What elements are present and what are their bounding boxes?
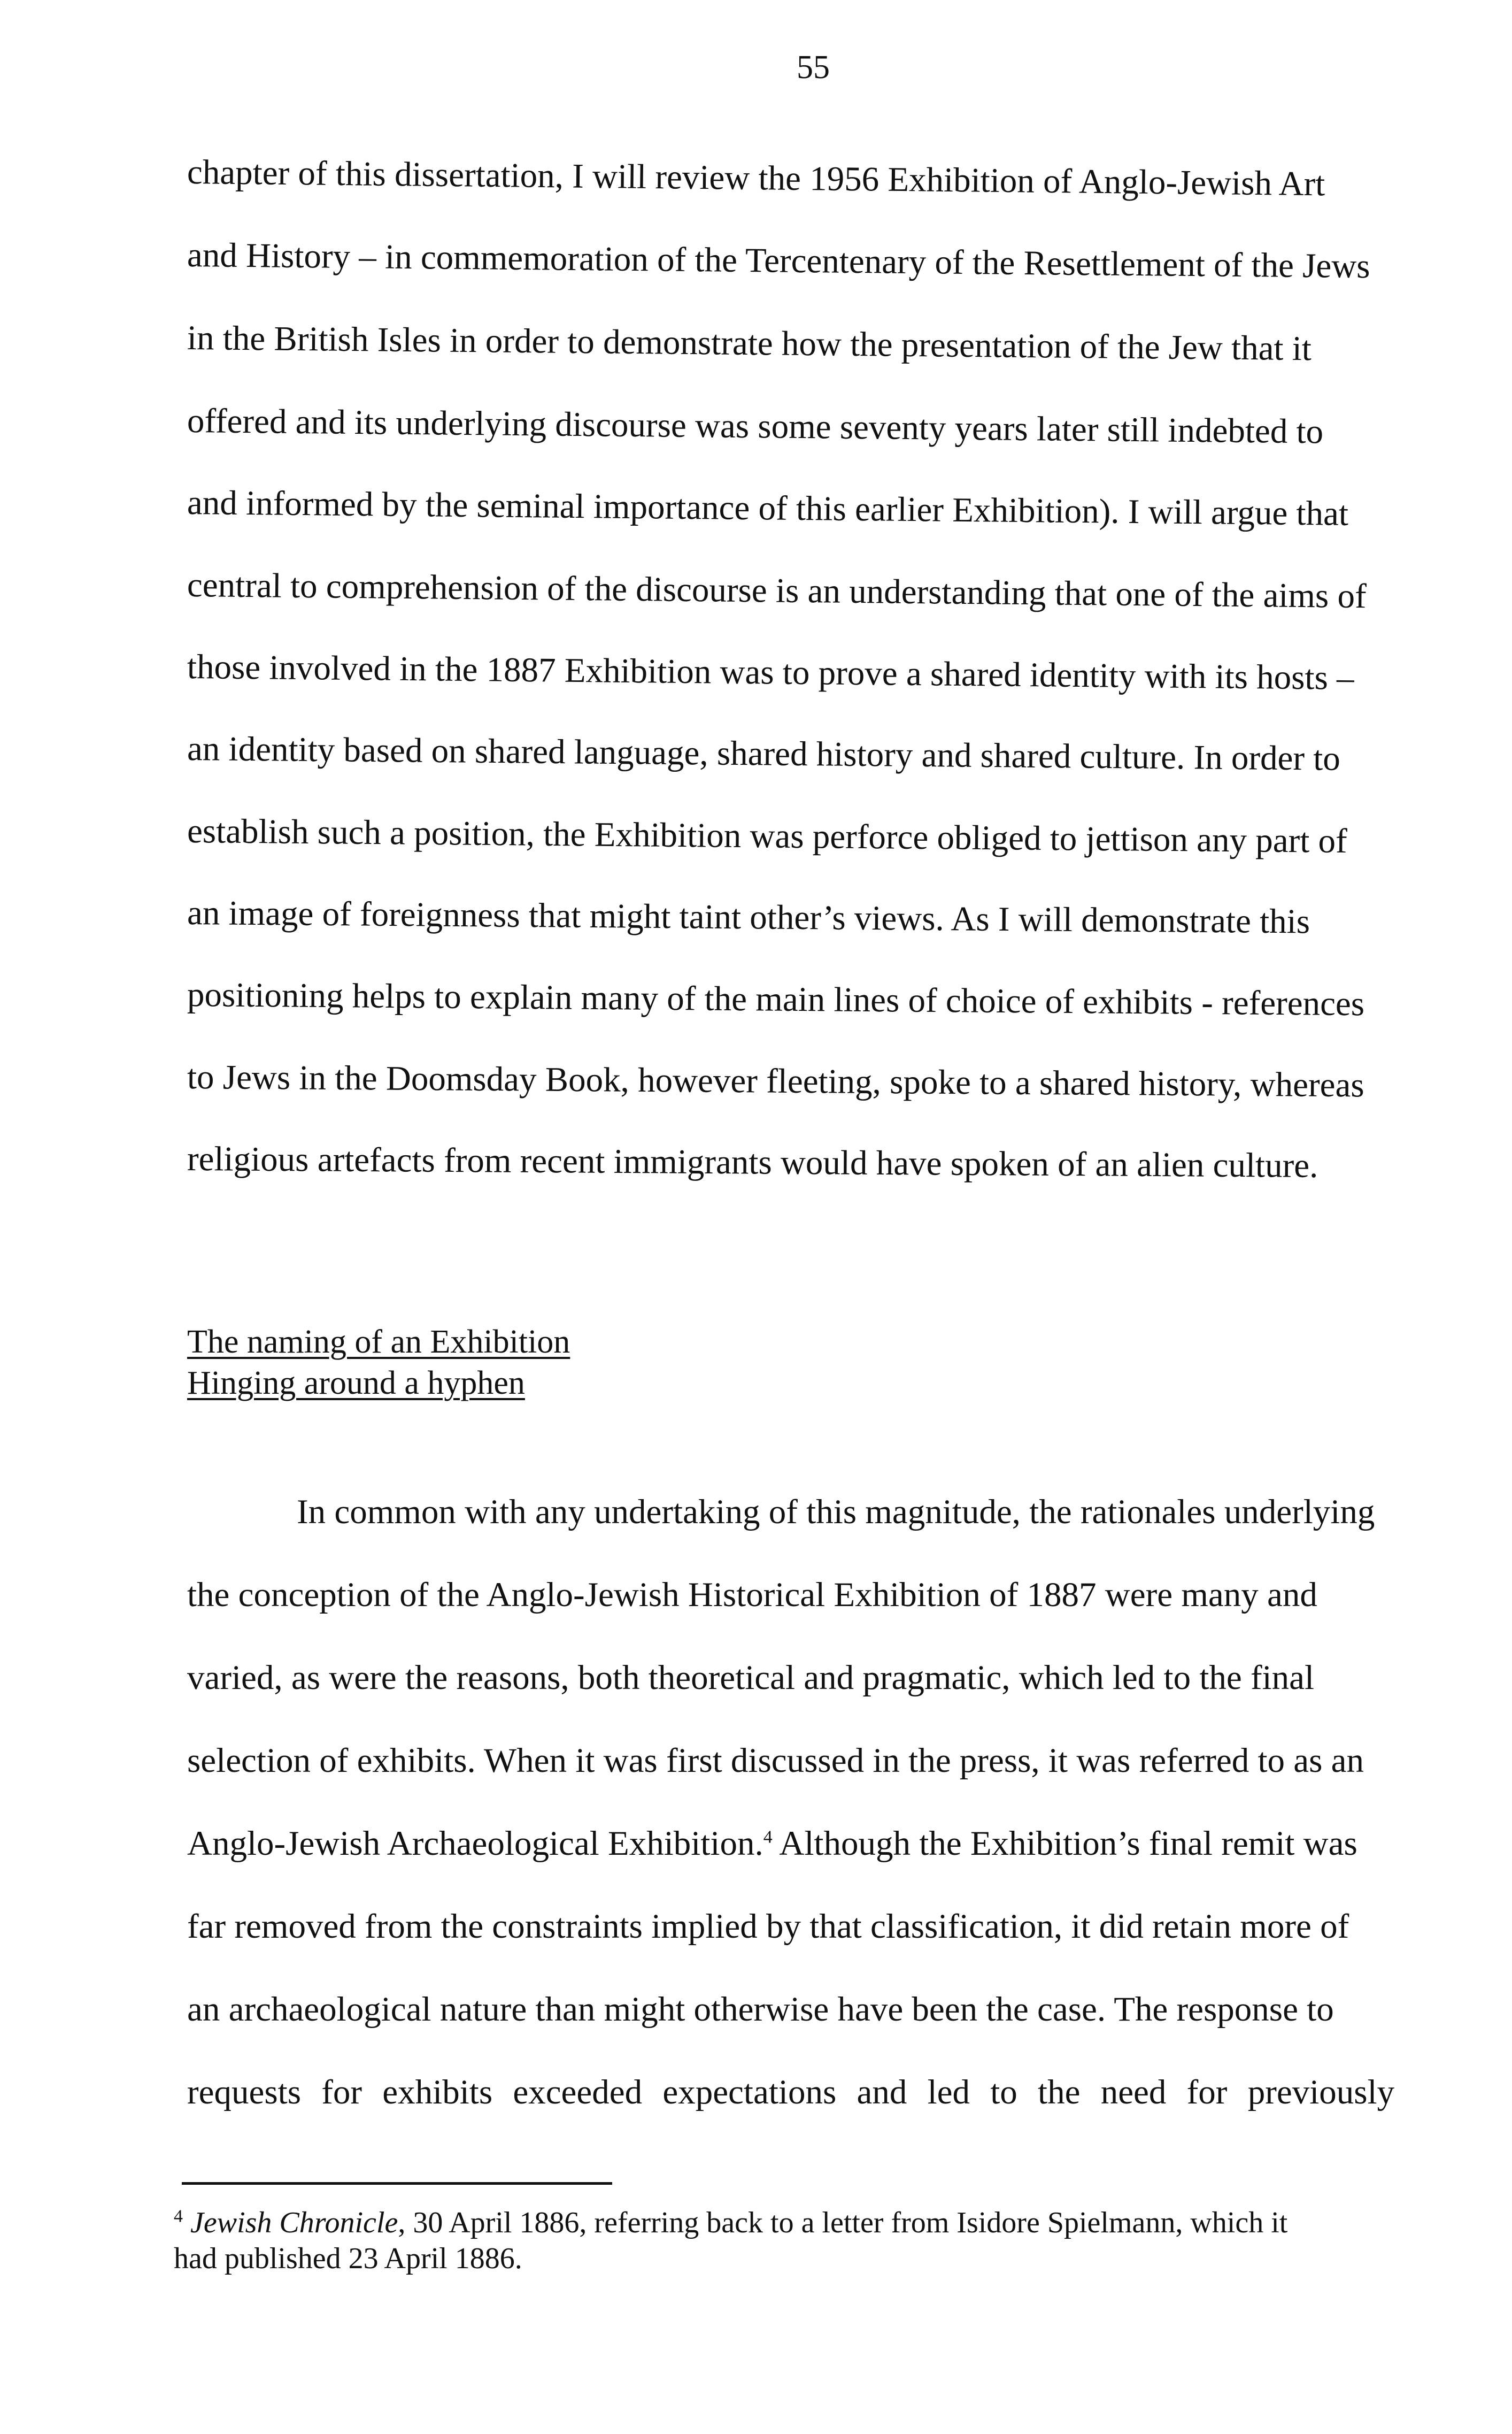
text-line: central to comprehension of the discourse is an understanding that one of the aims of <box>187 566 1367 616</box>
text-line: and History – in commemoration of the Tercentenary of the Resettlement of the Jews <box>187 236 1370 286</box>
text-line: to Jews in the Doomsday Book, however fleeting, spoke to a shared history, whereas <box>187 1058 1364 1105</box>
text-line: and informed by the seminal importance of this earlier Exhibition). I will argue that <box>187 483 1349 533</box>
footnote-divider <box>182 2182 612 2185</box>
text-line: in the British Isles in order to demonstrate how the presentation of the Jew that it <box>187 319 1312 368</box>
text-line: an archaeological nature than might otherwise have been the case. The response to <box>187 1990 1334 2029</box>
footnote-text: , 30 April 1886, referring back to a letter from Isidore Spielmann, which it <box>398 2206 1288 2239</box>
text-line: requests for exhibits exceeded expectations and led to the need for previously <box>187 2073 1395 2111</box>
footnote-source-title: Jewish Chronicle <box>190 2206 398 2239</box>
text-line: varied, as were the reasons, both theoretical and pragmatic, which led to the final <box>187 1659 1315 1697</box>
text-line: positioning helps to explain many of the main lines of choice of exhibits - references <box>187 976 1365 1024</box>
footnote-reference[interactable]: 4 <box>763 1827 773 1847</box>
text-line-content: Anglo-Jewish Archaeological Exhibition. <box>187 1824 763 1863</box>
text-line: offered and its underlying discourse was some seventy years later still indebted to <box>187 402 1324 451</box>
text-line: selection of exhibits. When it was first discussed in the press, it was referred to as an <box>187 1741 1364 1780</box>
text-line: those involved in the 1887 Exhibition was to prove a shared identity with its hosts – <box>187 648 1354 697</box>
text-line: far removed from the constraints implied by that classification, it did retain more of <box>187 1907 1349 1946</box>
text-line <box>187 1578 1428 1613</box>
text-line: In common with any undertaking of this magnitude, the rationales underlying <box>297 1493 1375 1531</box>
text-line: an identity based on shared language, shared history and shared culture. In order to <box>187 730 1341 778</box>
text-line-content: Although the Exhibition’s final remit was <box>772 1824 1357 1863</box>
text-line-content: the conception of the Anglo-Jewish Historical Exhibition of 1887 were many and <box>187 1576 1317 1614</box>
text-line <box>187 1826 1357 1861</box>
text-line: an image of foreignness that might taint other’s views. As I will demonstrate this <box>187 894 1310 941</box>
footnote-number: 4 <box>174 2206 183 2226</box>
footnote-line: had published 23 April 1886. <box>174 2242 522 2275</box>
footnote-line <box>174 2208 1287 2238</box>
subsection-heading: Hinging around a hyphen <box>187 1365 525 1401</box>
text-line: establish such a position, the Exhibition was perforce obliged to jettison any part of <box>187 812 1348 861</box>
text-line: chapter of this dissertation, I will review the 1956 Exhibition of Anglo-Jewish Art <box>187 153 1325 204</box>
text-line: religious artefacts from recent immigrants would have spoken of an alien culture. <box>187 1140 1318 1185</box>
page-number: 55 <box>797 49 830 86</box>
section-heading: The naming of an Exhibition <box>187 1324 570 1360</box>
